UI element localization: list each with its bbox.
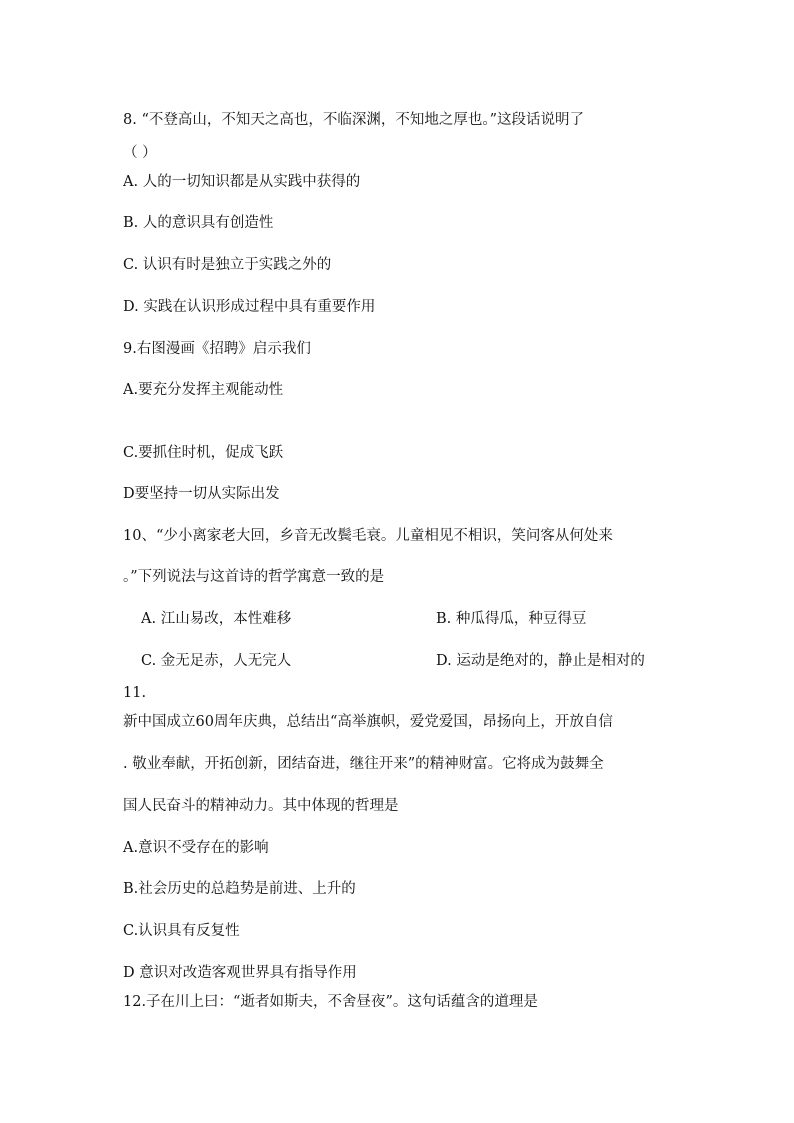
question-11-option-c: C.认识具有反复性 <box>123 923 240 939</box>
question-10-option-c: C. 金无足赤，人无完人 <box>141 653 292 669</box>
question-11-number: 11. <box>123 685 147 701</box>
question-8-option-c: C. 认识有时是独立于实践之外的 <box>123 257 332 273</box>
question-8-option-d: D. 实践在认识形成过程中具有重要作用 <box>123 299 376 315</box>
question-9-stem: 9.右图漫画《招聘》启示我们 <box>123 341 311 357</box>
question-11-stem-line-3: 国人民奋斗的精神动力。其中体现的哲理是 <box>123 798 399 814</box>
question-8-answer-paren: （ ） <box>123 145 157 161</box>
question-8-option-a: A. 人的一切知识都是从实践中获得的 <box>123 174 361 190</box>
question-11-stem-line-2: . 敬业奉献，开拓创新，团结奋进，继往开来”的精神财富。它将成为鼓舞全 <box>123 756 604 772</box>
question-12-stem: 12.子在川上曰：“逝者如斯夫，不舍昼夜”。这句话蕴含的道理是 <box>123 994 538 1010</box>
question-11-option-a: A.意识不受存在的影响 <box>123 840 269 856</box>
question-10-stem-line-2: 。”下列说法与这首诗的哲学寓意一致的是 <box>123 569 385 585</box>
question-9-option-d: D要坚持一切从实际出发 <box>123 486 280 502</box>
question-9-option-c: C.要抓住时机，促成飞跃 <box>123 445 284 461</box>
question-10-option-a: A. 江山易改，本性难移 <box>141 611 292 627</box>
question-8-option-b: B. 人的意识具有创造性 <box>123 215 274 231</box>
question-9-option-a: A.要充分发挥主观能动性 <box>123 382 284 398</box>
question-11-option-b: B.社会历史的总趋势是前进、上升的 <box>123 881 356 897</box>
question-10-option-d: D. 运动是绝对的，静止是相对的 <box>436 653 645 669</box>
question-10-stem-line-1: 10、“少小离家老大回，乡音无改鬓毛衰。儿童相见不相识，笑问客从何处来 <box>123 528 613 544</box>
question-11-option-d: D 意识对改造客观世界具有指导作用 <box>123 965 357 981</box>
question-8-stem: 8. “不登高山，不知天之高也，不临深渊，不知地之厚也。”这段话说明了 <box>123 112 585 128</box>
question-11-stem-line-1: 新中国成立60周年庆典，总结出“高举旗帜，爱党爱国，昂扬向上，开放自信 <box>123 714 613 730</box>
question-10-option-b: B. 种瓜得瓜，种豆得豆 <box>436 611 587 627</box>
